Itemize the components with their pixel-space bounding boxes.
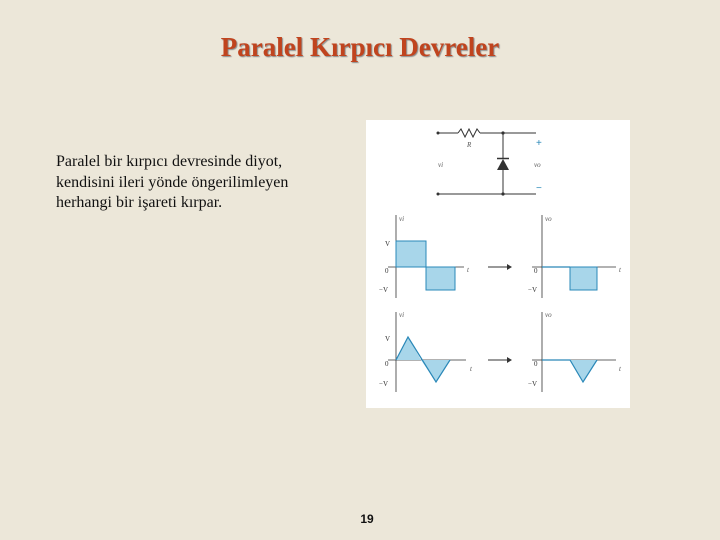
clipper-diagram bbox=[366, 120, 630, 408]
triangle-output-time-label: t bbox=[619, 365, 621, 373]
triangle-input-level-pos: V bbox=[385, 335, 391, 343]
triangle-input-plot bbox=[379, 311, 473, 392]
square-input-level-zero: 0 bbox=[385, 267, 389, 275]
square-input-time-label: t bbox=[467, 266, 469, 274]
triangle-input-level-neg: −V bbox=[379, 380, 389, 388]
square-output-time-label: t bbox=[619, 266, 621, 274]
page-number: 19 bbox=[360, 512, 374, 526]
triangle-output-plot bbox=[528, 311, 622, 392]
square-output-level-neg: −V bbox=[528, 286, 538, 294]
triangle-input-time-label: t bbox=[470, 365, 472, 373]
output-voltage-label: vo bbox=[534, 161, 541, 169]
square-input-plot bbox=[379, 215, 470, 298]
circuit-schematic bbox=[437, 129, 543, 196]
square-input-axis-label: vi bbox=[399, 215, 405, 223]
triangle-input-axis-label: vi bbox=[399, 311, 405, 319]
triangle-input-level-zero: 0 bbox=[385, 360, 389, 368]
square-output-plot bbox=[528, 215, 622, 298]
square-output-level-zero: 0 bbox=[534, 267, 538, 275]
resistor-symbol bbox=[458, 129, 480, 137]
diode-symbol bbox=[497, 159, 509, 170]
triangle-output-level-neg: −V bbox=[528, 380, 538, 388]
square-input-level-neg: −V bbox=[379, 286, 389, 294]
square-input-level-pos: V bbox=[385, 240, 391, 248]
row1-arrow bbox=[488, 264, 512, 270]
output-plus-sign: + bbox=[536, 138, 542, 149]
row2-arrow bbox=[488, 357, 512, 363]
slide-title: Paralel Kırpıcı Devreler bbox=[220, 32, 500, 62]
input-voltage-label: vi bbox=[438, 161, 444, 169]
triangle-output-axis-label: vo bbox=[545, 311, 552, 319]
triangle-output-level-zero: 0 bbox=[534, 360, 538, 368]
square-output-axis-label: vo bbox=[545, 215, 552, 223]
resistor-label: R bbox=[467, 141, 472, 149]
slide-body-text: Paralel bir kırpıcı devresinde diyot, kendisini ileri yönde öngerilimleyen herhangi bir işareti kırpar. bbox=[56, 153, 289, 211]
clipper-figure bbox=[366, 120, 630, 408]
output-minus-sign: − bbox=[536, 183, 542, 194]
